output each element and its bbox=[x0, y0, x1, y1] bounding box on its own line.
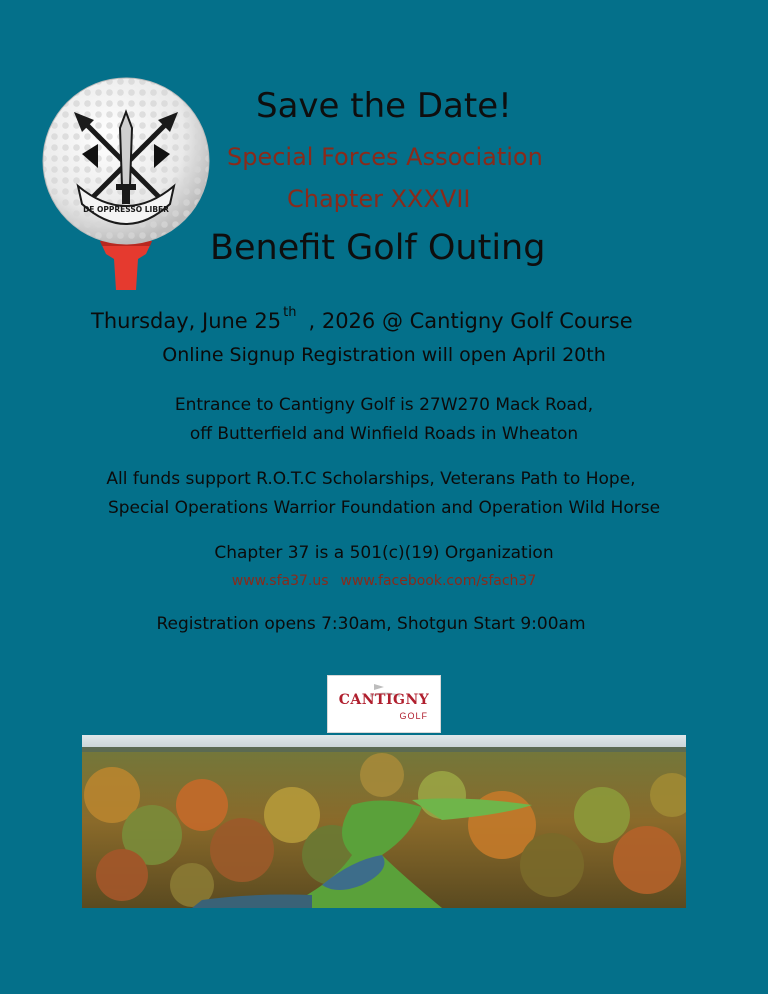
nonprofit-status: Chapter 37 is a 501(c)(19) Organization bbox=[214, 543, 554, 563]
funds-line-1: All funds support R.O.T.C Scholarships, Veterans Path to Hope, bbox=[106, 469, 636, 489]
date-rest: , 2026 @ Cantigny Golf Course bbox=[308, 309, 633, 333]
crest-motto: DE OPPRESSO LIBER bbox=[83, 205, 169, 214]
event-title: Benefit Golf Outing bbox=[210, 228, 546, 268]
cantigny-wordmark: CANTIGNY bbox=[338, 692, 430, 708]
organization-name: Special Forces Association bbox=[227, 143, 543, 171]
entrance-line-1: Entrance to Cantigny Golf is 27W270 Mack Road, bbox=[174, 395, 594, 415]
links-line bbox=[0, 573, 768, 589]
save-the-date-heading: Save the Date! bbox=[256, 86, 512, 126]
event-date-line bbox=[91, 305, 633, 333]
signup-info: Online Signup Registration will open April 20th bbox=[162, 344, 606, 366]
golf-ball-logo bbox=[38, 76, 214, 294]
date-ordinal: th bbox=[283, 305, 297, 320]
cantigny-subtitle: GOLF bbox=[399, 711, 428, 721]
website-link[interactable]: www.sfa37.us bbox=[231, 573, 329, 589]
facebook-link[interactable]: www.facebook.com/sfach37 bbox=[340, 573, 537, 589]
date-prefix: Thursday, June 25 bbox=[91, 309, 282, 333]
entrance-line-2: off Butterfield and Winfield Roads in Wheaton bbox=[189, 424, 579, 444]
registration-time: Registration opens 7:30am, Shotgun Start 9:00am bbox=[156, 614, 586, 634]
golf-course-photo bbox=[82, 735, 686, 908]
funds-line-2: Special Operations Warrior Foundation and Operation Wild Horse bbox=[107, 498, 661, 518]
cantigny-golf-logo bbox=[327, 675, 441, 733]
chapter-name: Chapter XXXVII bbox=[287, 185, 471, 213]
